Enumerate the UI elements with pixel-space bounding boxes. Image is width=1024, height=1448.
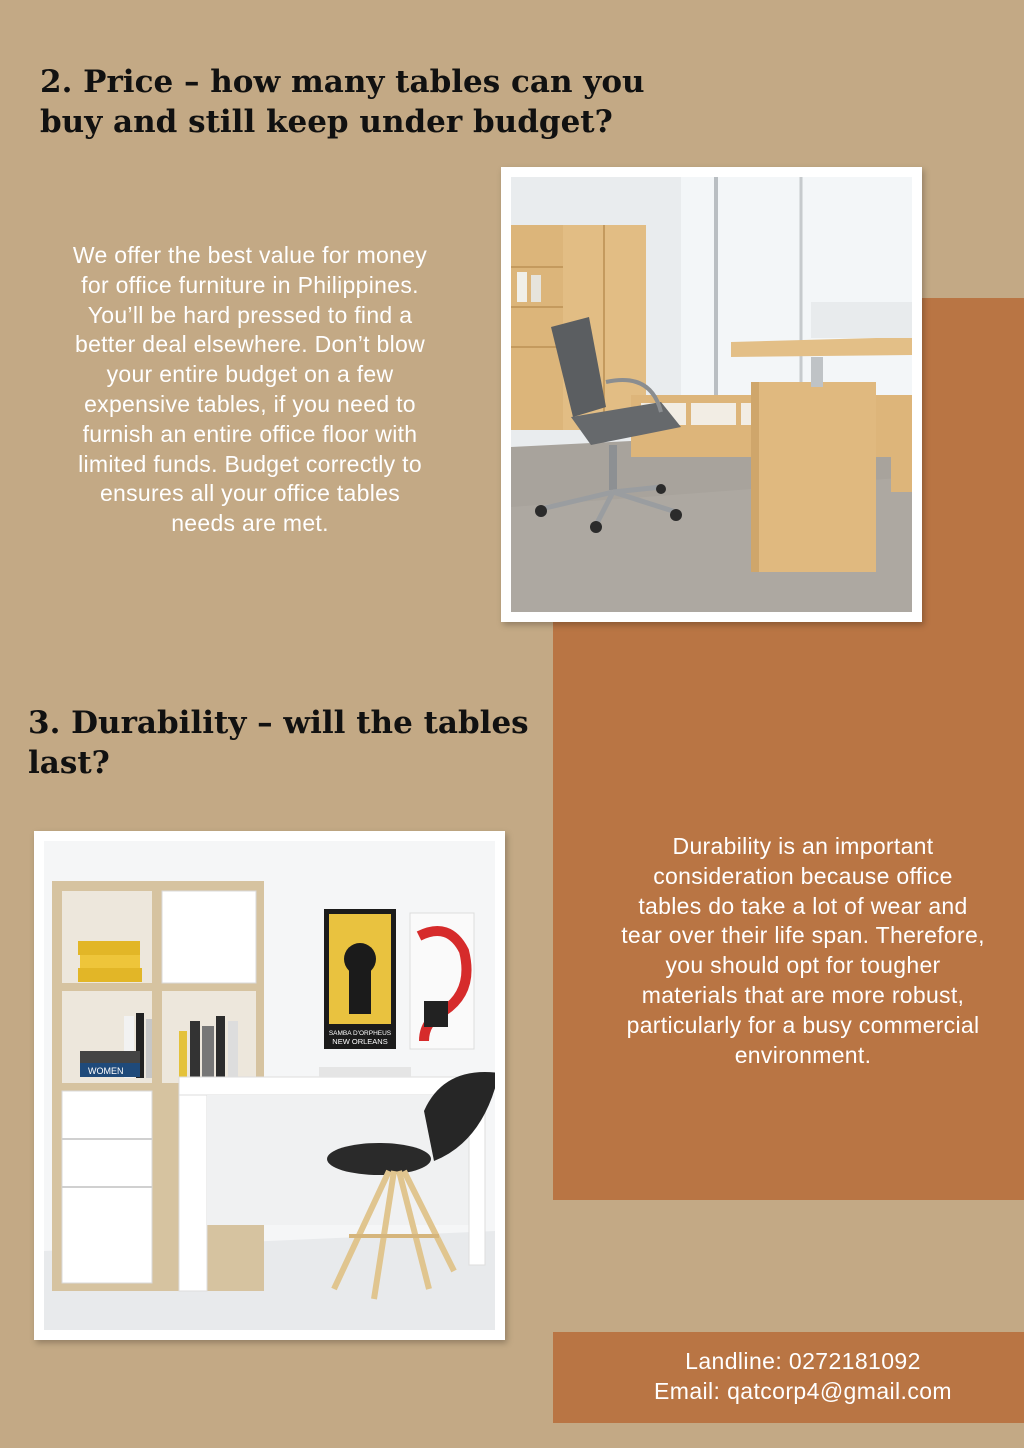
paragraph-price <box>40 241 460 539</box>
paragraph-line: consideration because office <box>653 862 953 889</box>
paragraph-line: You’ll be hard pressed to find a <box>87 301 413 328</box>
office-desk-photo <box>501 167 922 622</box>
paragraph-line: furnish an entire office floor with <box>82 420 418 447</box>
home-desk-illustration <box>44 841 495 1330</box>
heading-price-line1: 2. Price – how many tables can you <box>40 64 645 100</box>
poster-text-line1: SAMBA D'ORPHEUS <box>328 1030 392 1037</box>
paragraph-line: limited funds. Budget correctly to <box>78 450 422 477</box>
paragraph-line: better deal elsewhere. Don’t blow <box>75 331 425 358</box>
heading-price-line2: buy and still keep under budget? <box>40 104 613 140</box>
paragraph-line: you should opt for tougher <box>665 952 941 979</box>
paragraph-line: We offer the best value for money <box>72 242 428 268</box>
contact-email: Email: qatcorp4@gmail.com <box>654 1378 952 1404</box>
book-label: WOMEN <box>88 1066 124 1076</box>
paragraph-line: environment. <box>734 1041 872 1068</box>
contact-landline: Landline: 0272181092 <box>685 1348 921 1374</box>
paragraph-line: for office furniture in Philippines. <box>81 271 419 298</box>
paragraph-line: tables do take a lot of wear and <box>638 892 968 919</box>
paragraph-line: expensive tables, if you need to <box>84 390 416 417</box>
paragraph-line: tear over their life span. Therefore, <box>621 922 985 949</box>
paragraph-line: ensures all your office tables <box>99 480 401 507</box>
paragraph-line: your entire budget on a few <box>106 361 394 388</box>
heading-durability <box>28 703 548 783</box>
paragraph-durability <box>588 832 1018 1070</box>
paragraph-line: materials that are more robust, <box>641 981 965 1008</box>
paragraph-line: particularly for a busy commercial <box>626 1011 980 1038</box>
heading-durability-line2: last? <box>28 745 110 781</box>
paragraph-line: Durability is an important <box>672 833 934 859</box>
office-desk-illustration <box>511 177 912 612</box>
home-desk-photo <box>34 831 505 1340</box>
paragraph-line: needs are met. <box>171 510 329 537</box>
heading-durability-line1: 3. Durability – will the tables <box>28 705 529 741</box>
heading-price <box>40 62 660 142</box>
poster-text-line2: NEW ORLEANS <box>332 1037 388 1046</box>
